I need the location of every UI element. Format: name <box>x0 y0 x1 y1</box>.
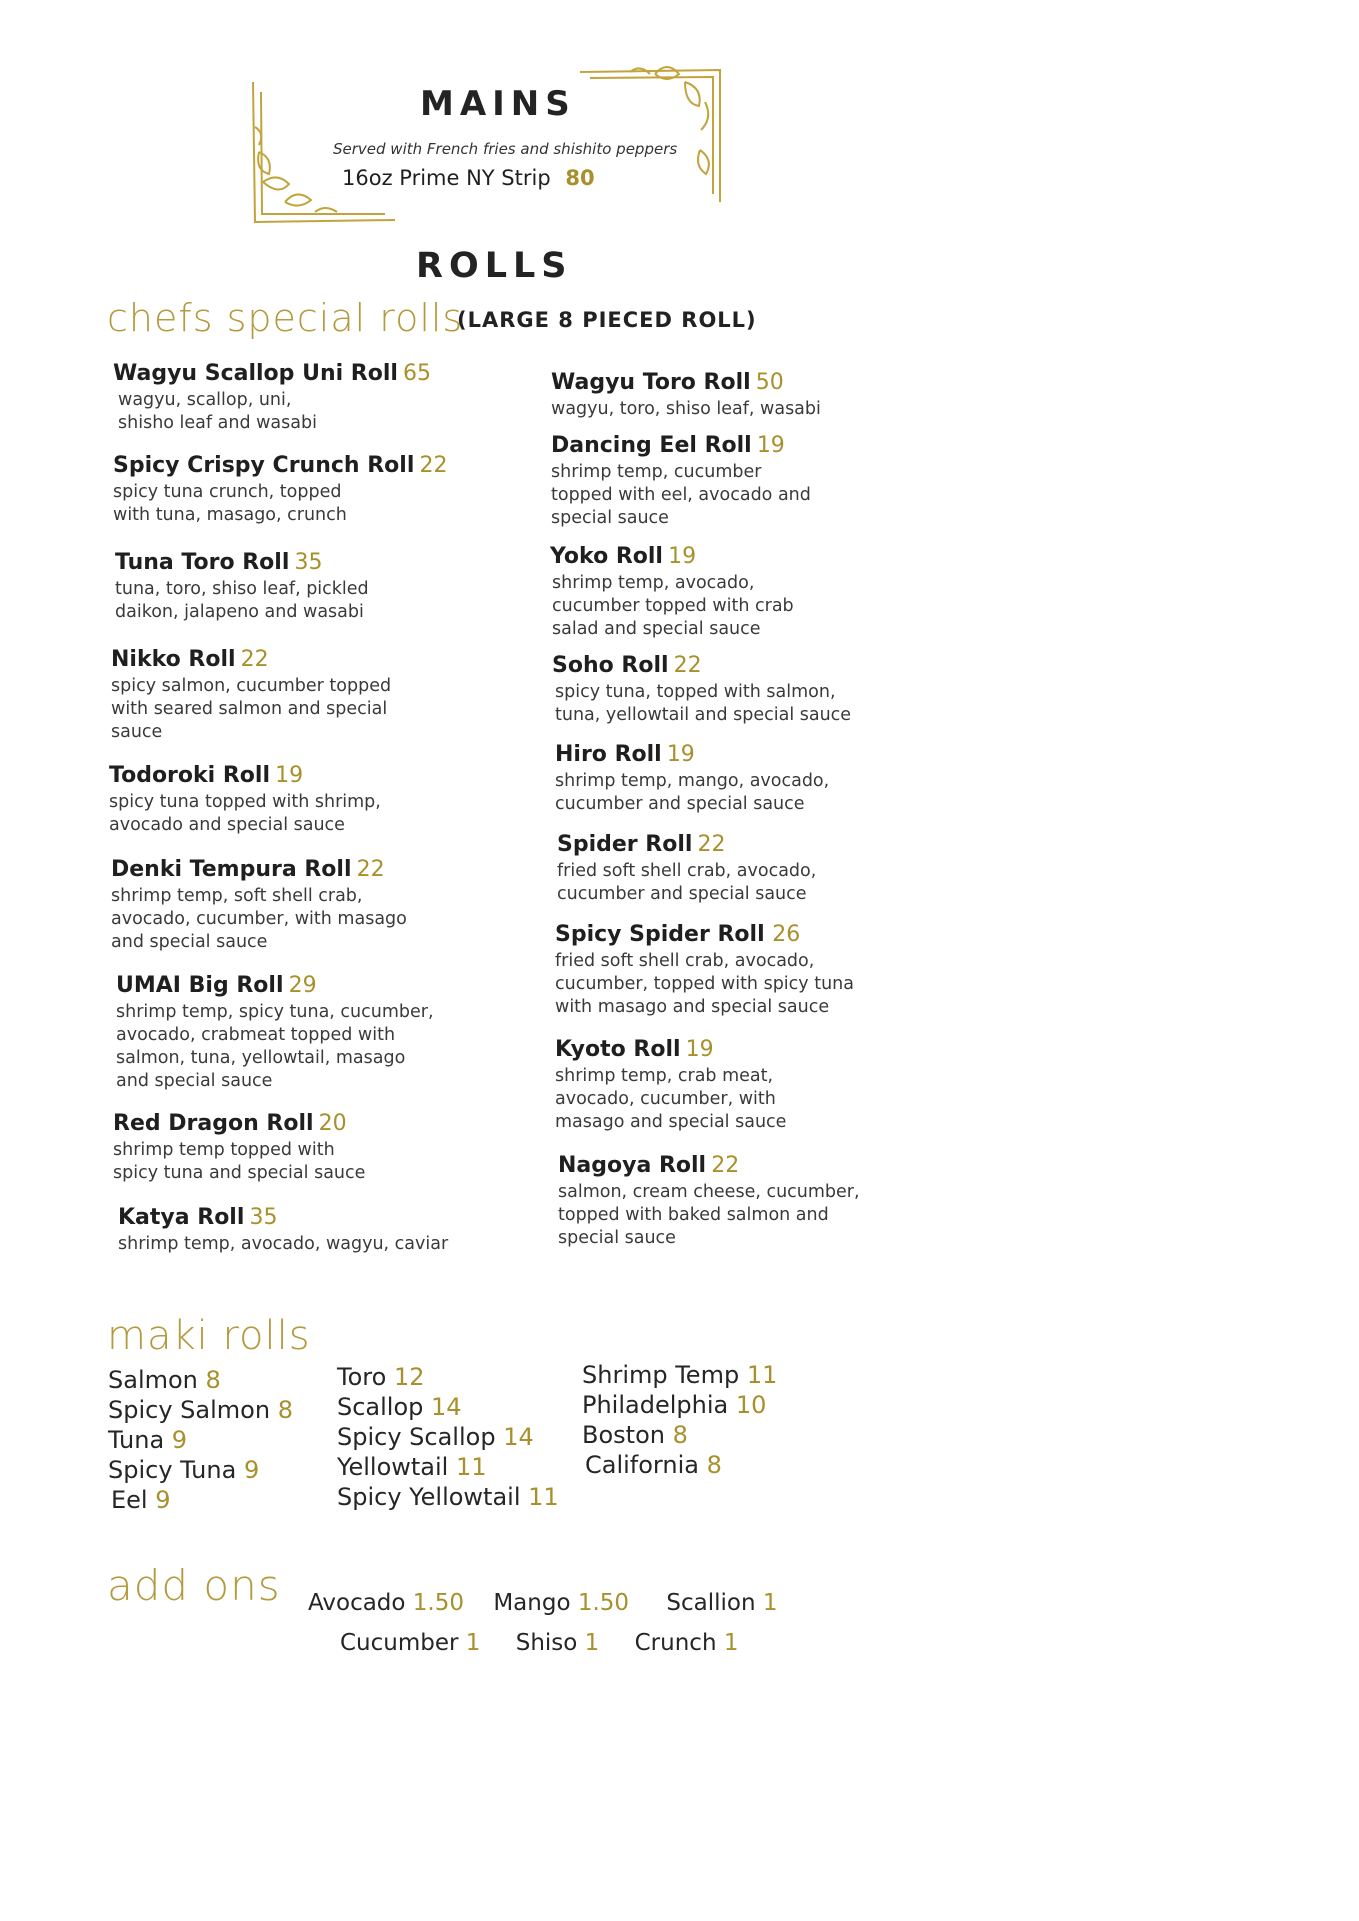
addon-item: Scallion 1 <box>666 1590 778 1616</box>
maki-item: Spicy Scallop 14 <box>337 1423 534 1451</box>
maki-item: Spicy Salmon 8 <box>108 1396 293 1424</box>
roll-desc: shrimp temp, soft shell crab, avocado, cucumber, with masago and special sauce <box>111 886 407 952</box>
roll-item <box>555 741 945 816</box>
maki-item: Philadelphia 10 <box>582 1391 767 1419</box>
roll-name: Spicy Crispy Crunch Roll <box>113 453 415 478</box>
roll-item <box>111 646 501 744</box>
roll-desc: salmon, cream cheese, cucumber, topped with baked salmon and special sauce <box>558 1182 860 1248</box>
roll-name: Soho Roll <box>552 653 669 678</box>
roll-item <box>550 543 940 641</box>
roll-item <box>558 1152 948 1250</box>
mains-item <box>342 166 595 190</box>
maki-item: Tuna 9 <box>108 1426 188 1454</box>
roll-desc: fried soft shell crab, avocado, cucumber, topped with spicy tuna with masago and special sauce <box>555 951 854 1017</box>
roll-price: 22 <box>697 832 726 857</box>
maki-column-2 <box>337 1362 559 1512</box>
roll-desc: spicy tuna, topped with salmon, tuna, yellowtail and special sauce <box>555 682 852 725</box>
mains-title: MAINS <box>420 84 576 124</box>
roll-price: 20 <box>318 1111 347 1136</box>
roll-name: Tuna Toro Roll <box>115 550 290 575</box>
roll-price: 26 <box>772 922 801 947</box>
roll-item <box>118 1204 508 1256</box>
roll-name: Yoko Roll <box>550 544 663 569</box>
roll-price: 65 <box>403 361 432 386</box>
roll-name: Hiro Roll <box>555 742 662 767</box>
roll-desc: wagyu, scallop, uni, shisho leaf and wasabi <box>118 390 317 433</box>
roll-item <box>552 652 942 727</box>
maki-item: Toro 12 <box>337 1363 425 1391</box>
maki-item: Scallop 14 <box>337 1393 462 1421</box>
addons-heading: add ons <box>107 1561 281 1610</box>
roll-item <box>551 432 941 530</box>
roll-desc: shrimp temp, avocado, wagyu, caviar <box>118 1234 449 1254</box>
maki-heading: maki rolls <box>107 1313 311 1359</box>
roll-desc: shrimp temp, avocado, cucumber topped with crab salad and special sauce <box>552 573 794 639</box>
roll-desc: tuna, toro, shiso leaf, pickled daikon, jalapeno and wasabi <box>115 579 369 622</box>
roll-desc: shrimp temp topped with spicy tuna and special sauce <box>113 1140 366 1183</box>
addons-row-2 <box>340 1630 738 1656</box>
chefs-special-heading: chefs special rolls <box>107 296 464 340</box>
roll-desc: shrimp temp, mango, avocado, cucumber and special sauce <box>555 771 830 814</box>
roll-name: Wagyu Scallop Uni Roll <box>113 361 398 386</box>
roll-price: 22 <box>711 1153 740 1178</box>
roll-item <box>116 972 506 1093</box>
roll-price: 19 <box>275 763 304 788</box>
roll-desc: shrimp temp, crab meat, avocado, cucumber, with masago and special sauce <box>555 1066 787 1132</box>
roll-price: 29 <box>288 973 317 998</box>
maki-column-3 <box>582 1360 777 1480</box>
roll-name: Spider Roll <box>557 832 693 857</box>
addon-item: Avocado 1.50 <box>308 1590 465 1616</box>
roll-price: 22 <box>240 647 269 672</box>
roll-item <box>113 452 503 527</box>
roll-price: 22 <box>356 857 385 882</box>
mains-subtitle: Served with French fries and shishito peppers <box>333 140 678 158</box>
roll-desc: spicy salmon, cucumber topped with seared salmon and special sauce <box>111 676 392 742</box>
roll-desc: spicy tuna crunch, topped with tuna, masago, crunch <box>113 482 347 525</box>
roll-name: Denki Tempura Roll <box>111 857 352 882</box>
maki-item: Yellowtail 11 <box>337 1453 487 1481</box>
roll-desc: wagyu, toro, shiso leaf, wasabi <box>551 399 821 419</box>
maki-item: Salmon 8 <box>108 1366 221 1394</box>
addons-row-1 <box>308 1590 777 1616</box>
roll-name: Spicy Spider Roll <box>555 922 773 947</box>
rolls-title: ROLLS <box>416 246 573 286</box>
roll-desc: shrimp temp, spicy tuna, cucumber, avocado, crabmeat topped with salmon, tuna, yellowtail, masago and special sauce <box>116 1002 434 1091</box>
roll-price: 35 <box>249 1205 278 1230</box>
roll-item <box>109 762 499 837</box>
roll-item <box>113 360 503 435</box>
roll-item <box>113 1110 503 1185</box>
roll-item <box>555 921 945 1019</box>
roll-item <box>555 1036 945 1134</box>
addon-item: Cucumber 1 <box>340 1630 481 1656</box>
roll-price: 22 <box>673 653 702 678</box>
maki-item: California 8 <box>585 1451 722 1479</box>
roll-desc: shrimp temp, cucumber topped with eel, avocado and special sauce <box>551 462 811 528</box>
addon-item: Shiso 1 <box>515 1630 600 1656</box>
roll-desc: fried soft shell crab, avocado, cucumber and special sauce <box>557 861 817 904</box>
roll-name: UMAI Big Roll <box>116 973 284 998</box>
addon-item: Crunch 1 <box>634 1630 739 1656</box>
maki-item: Boston 8 <box>582 1421 688 1449</box>
roll-name: Wagyu Toro Roll <box>551 370 751 395</box>
roll-name: Nagoya Roll <box>558 1153 707 1178</box>
roll-item <box>557 831 947 906</box>
roll-desc: spicy tuna topped with shrimp, avocado and special sauce <box>109 792 381 835</box>
roll-price: 35 <box>294 550 323 575</box>
roll-name: Red Dragon Roll <box>113 1111 314 1136</box>
roll-price: 19 <box>666 742 695 767</box>
mains-item-name: 16oz Prime NY Strip <box>342 166 551 190</box>
roll-item <box>551 369 941 421</box>
mains-item-price: 80 <box>565 166 595 190</box>
maki-item: Spicy Yellowtail 11 <box>337 1483 559 1511</box>
roll-price: 22 <box>419 453 448 478</box>
maki-item: Eel 9 <box>111 1486 171 1514</box>
roll-price: 19 <box>668 544 697 569</box>
roll-price: 19 <box>756 433 785 458</box>
roll-name: Katya Roll <box>118 1205 245 1230</box>
maki-column-1 <box>108 1365 293 1515</box>
chefs-special-note: (LARGE 8 PIECED ROLL) <box>457 308 757 332</box>
roll-item <box>115 549 505 624</box>
addon-item: Mango 1.50 <box>493 1590 630 1616</box>
roll-price: 50 <box>755 370 784 395</box>
maki-item: Shrimp Temp 11 <box>582 1361 778 1389</box>
roll-item <box>111 856 501 954</box>
roll-name: Dancing Eel Roll <box>551 433 752 458</box>
maki-item: Spicy Tuna 9 <box>108 1456 260 1484</box>
roll-name: Kyoto Roll <box>555 1037 681 1062</box>
roll-price: 19 <box>685 1037 714 1062</box>
roll-name: Todoroki Roll <box>109 763 270 788</box>
roll-name: Nikko Roll <box>111 647 236 672</box>
